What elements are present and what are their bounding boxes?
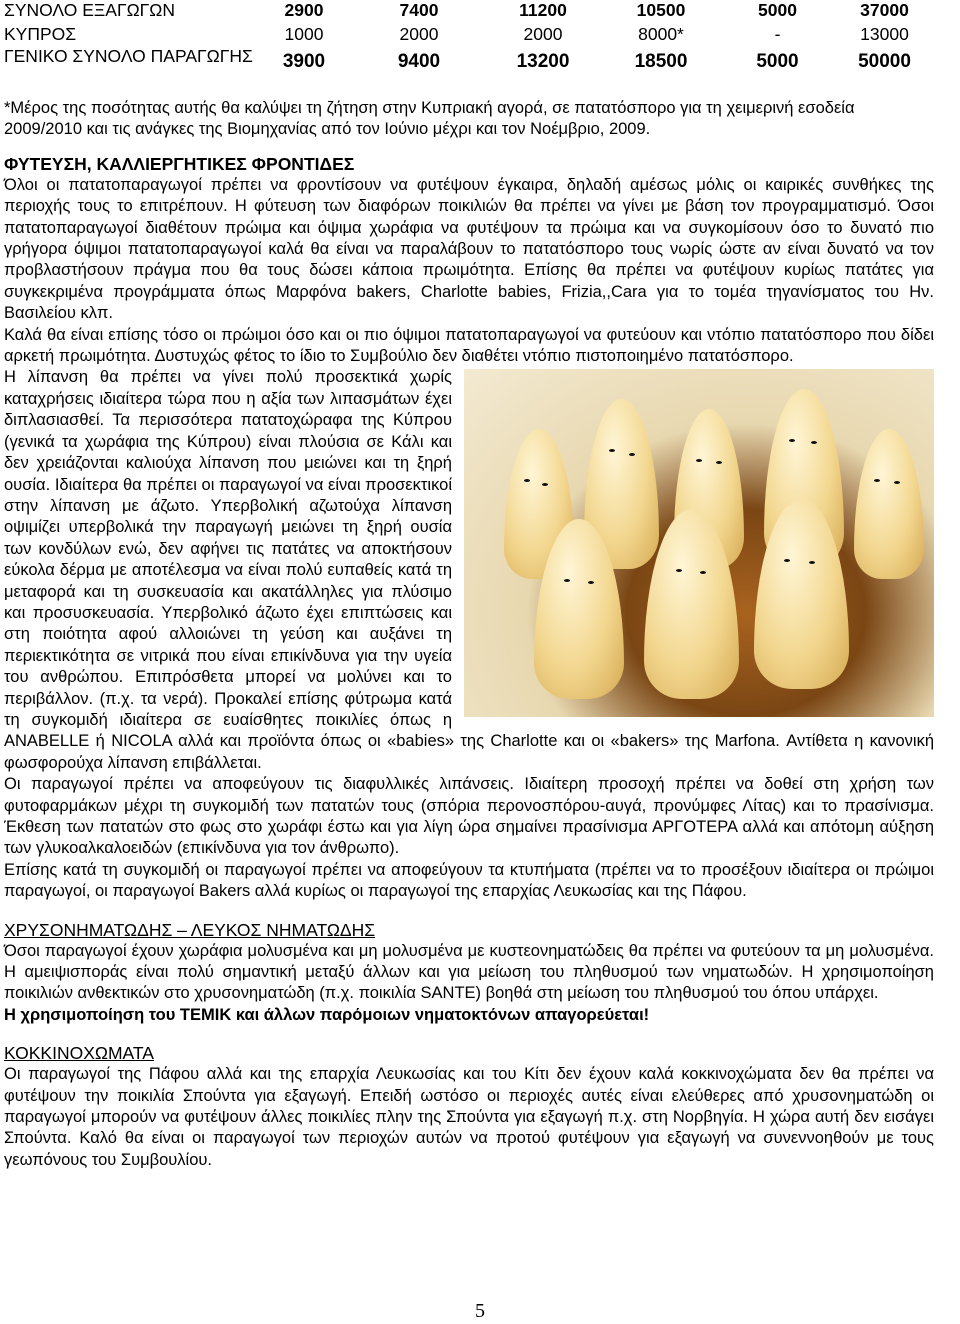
footnote: *Μέρος της ποσότητας αυτής θα καλύψει τη ζήτηση στην Κυπριακή αγορά, σε πατατόσπορο για τη χειμερινή εσοδεία 2009/2010 και τις ανάγκες της Βιομηχανίας από τον Ιούνιο μέχρι και τον Νοέμβριο, 2009. <box>4 99 855 139</box>
table-cell: 37000 <box>860 0 909 20</box>
table-cell: 18500 <box>634 51 688 72</box>
table-cell: 7400 <box>399 0 439 20</box>
section-heading-planting: ΦΥΤΕΥΣΗ, ΚΑΛΛΙΕΡΓΗΤΙΚΕΣ ΦΡΟΝΤΙΔΕΣ <box>4 153 355 174</box>
table-cell: 5000 <box>756 51 799 72</box>
table-cell: 2000 <box>523 24 563 44</box>
warning-text: Η χρησιμοποίηση του ΤΕΜΙΚ και άλλων παρόμοιων νηματοκτόνων απαγορεύεται! <box>4 1005 650 1024</box>
table-cell: - <box>774 24 781 44</box>
table-cell: 2900 <box>284 0 324 20</box>
document-page <box>4 0 934 1171</box>
paragraph: Επίσης κατά τη συγκομιδή οι παραγωγοί πρέπει να αποφεύγουν τα κτυπήματα (πρέπει να το προσέξουν ιδιαίτερα οι πρώιμοι παραγωγοί, οι παραγωγοί Bakers αλλά κυρίως οι παραγωγοί της επαρχίας Λευκωσίας και της Πάφου. <box>4 860 934 901</box>
table-cell: 1000 <box>284 24 324 44</box>
row-label: ΚΥΠΡΟΣ <box>4 24 77 44</box>
table-cell: 11200 <box>519 0 567 20</box>
potato-ghosts-photo <box>464 369 934 717</box>
paragraph-fertilization: Η λίπανση θα πρέπει να γίνει πολύ προσεκτικά χωρίς καταχρήσεις ιδιαίτερα τώρα που η αξία των λιπασμάτων έχει διπλασιασθεί. Τα περισσότερα πατατοχώραφα της Κύπρου (γενικά τα χωράφια της Κύπρου) είναι πλούσια σε Κάλι και δεν χρειάζονται καλιούχα λίπανση που μειώνει και τη ξηρή ουσία. Ιδιαίτερα θα πρέπει οι παραγωγοί να είναι προσεκτικοί στην λίπανση με άζωτο. Υπερβολική αζωτούχα λίπανση οψιμίζει υπερβολικά την παραγωγή μειώνει τη ξηρή ουσία των κονδύλων ενώ, δεν αφήνει τις πατάτες να αποκτήσουν εύκολα δέρμα με αποτέλεσμα να είναι πολύ ευπαθείς κατά τη μεταφορά και τη συσκευασία και ακατάλληλες για πλύσιμο και προσυσκευασία. Υπερβολικό άζωτο έχει επιπτώσεις και στη ποιότητα αφού αλλοιώνει τη γεύση και αυξάνει τη περιεκτικότητα σε νιτρικά που είναι επικίνδυνα για την υγεία του ανθρώπου. Επιπρόσθετα μπορεί να μολύνει και το περιβάλλον. (π.χ. τα νερά). Προκαλεί επίσης φύτρωμα κατά τη συγκομιδή ιδιαίτερα σε ευαίσθητες ποικιλίες όπως η ANABELLE ή NICOLA αλλά και προϊόντα όπως οι «babies» της Charlotte και οι «bakers» της Marfona. Αντίθετα η κανονική φωσφορούχα λίπανση επιβάλλεται. <box>4 368 934 772</box>
table-cell: 2000 <box>399 24 439 44</box>
table-cell: 3900 <box>282 51 326 72</box>
table-cell: 50000 <box>858 51 911 72</box>
paragraph: Οι παραγωγοί της Πάφου αλλά και της επαρχία Λευκωσίας και του Κίτι δεν έχουν καλά κοκκινοχώματα δεν θα πρέπει να φυτέψουν την ποικιλία Σπούντα για εξαγωγή. Επειδή ωστόσο οι περιοχές αυτές είναι ελεύθερες από χρυσονηματώδη οι παραγωγοί μπορούν να φυτέψουν άλλες ποικιλίες πλην της Σπούντα για εξαγωγή π.χ. στη Νορβηγία. Η χώρα αυτή δεν εισάγει Σπούντα. Καλό θα είναι οι παραγωγοί των περιοχών αυτών να προτού φυτέψουν για εξαγωγή να συνεννοηθούν με τους γεωπόνους του Συμβουλίου. <box>4 1065 934 1169</box>
section-heading-red-soils: ΚΟΚΚΙΝΟΧΩΜΑΤΑ <box>4 1043 154 1064</box>
table-cell: 13000 <box>860 24 909 44</box>
row-label: ΣΥΝΟΛΟ ΕΞΑΓΩΓΩΝ <box>4 0 176 20</box>
production-table <box>4 0 934 96</box>
section-heading-nematodes: ΧΡΥΣΟΝΗΜΑΤΩΔΗΣ – ΛΕΥΚΟΣ ΝΗΜΑΤΩΔΗΣ <box>4 919 376 940</box>
page-number: 5 <box>475 1300 485 1322</box>
table-cell: 5000 <box>758 0 797 20</box>
table-cell: 13200 <box>516 51 570 72</box>
row-label: ΓΕΝΙΚΟ ΣΥΝΟΛΟ ΠΑΡΑΓΩΓΗΣ <box>4 46 253 66</box>
table-row <box>4 24 934 46</box>
table-row <box>4 0 934 24</box>
paragraph: Όσοι παραγωγοί έχουν χωράφια μολυσμένα και μη μολυσμένα με κυστεονηματώδεις θα πρέπει να φυτεύουν τα μη μολυσμένα. Η αμειψισποράς είναι πολύ σημαντική μεταξύ άλλων και για μείωση του πληθυσμού των νηματωδών. Η χρησιμοποίηση ποικιλιών ανθεκτικών στο χρυσονηματώδη (π.χ. ποικιλία SANTE) βοηθά στη μείωση του πληθυσμού του όπου υπάρχει. <box>4 941 934 1003</box>
table-cell: 10500 <box>636 0 686 20</box>
table-cell: 8000* <box>638 24 684 44</box>
table-row <box>4 46 934 96</box>
table-cell: 9400 <box>397 51 441 72</box>
paragraph: Οι παραγωγοί πρέπει να αποφεύγουν τις διαφυλλικές λιπάνσεις. Ιδιαίτερη προσοχή πρέπει να δοθεί στη χρήση των φυτοφαρμάκων μέχρι τη συγκομιδή των πατατών τους (σπόρια περονοσπόρου-αυγά, προνύμφες Λίτας) και το πρασίνισμα. Έκθεση των πατατών στο φως στο χωράφι έστω και για λίγη ώρα σημαίνει πρασίνισμα ΑΡΓΟΤΕΡΑ αλλά και απότομη αύξηση των γλυκοαλκαλοειδών (επικίνδυνα για τον άνθρωπο). <box>4 775 934 858</box>
paragraph: Καλά θα είναι επίσης τόσο οι πρώιμοι όσο και οι πιο όψιμοι πατατοπαραγωγοί να φυτεύουν και ντόπιο πατατόσπορο που δίδει αρκετή πρωιμότητα. Δυστυχώς φέτος το ίδιο το Συμβούλιο δεν διαθέτει ντόπιο πιστοποιημένο πατατόσπορο. <box>4 325 934 366</box>
paragraph: Όλοι οι πατατοπαραγωγοί πρέπει να φροντίσουν να φυτέψουν έγκαιρα, δηλαδή αμέσως μόλις οι καιρικές συνθήκες της περιοχής τους το επιτρέπουν. Η φύτευση των διαφόρων ποικιλιών θα πρέπει να γίνει με βάση τον προγραμματισμό. Όσοι πατατοπαραγωγοί διαθέτουν πρώιμα και όψιμα χωράφια να φυτέψουν τα πρώιμα και να συγκομίσουν όσο το δυνατό πιο γρήγορα όψιμοι πατατοπαραγωγοί καλά θα είναι να παραλάβουν το πατατόσπορο τους νωρίς ώστε αν είναι δυνατό να τον προβλαστήσουν πράγμα που θα τους δώσει κάποια πρωιμότητα. Επίσης θα πρέπει να φυτέψουν κυρίως πατάτες για συγκεκριμένα προγράμματα όπως Μαρφόνα bakers, Charlotte babies, Frizia,,Cara για το τομέα τηγανίσματος του Ην. Βασιλείου κλπ. <box>4 175 934 323</box>
